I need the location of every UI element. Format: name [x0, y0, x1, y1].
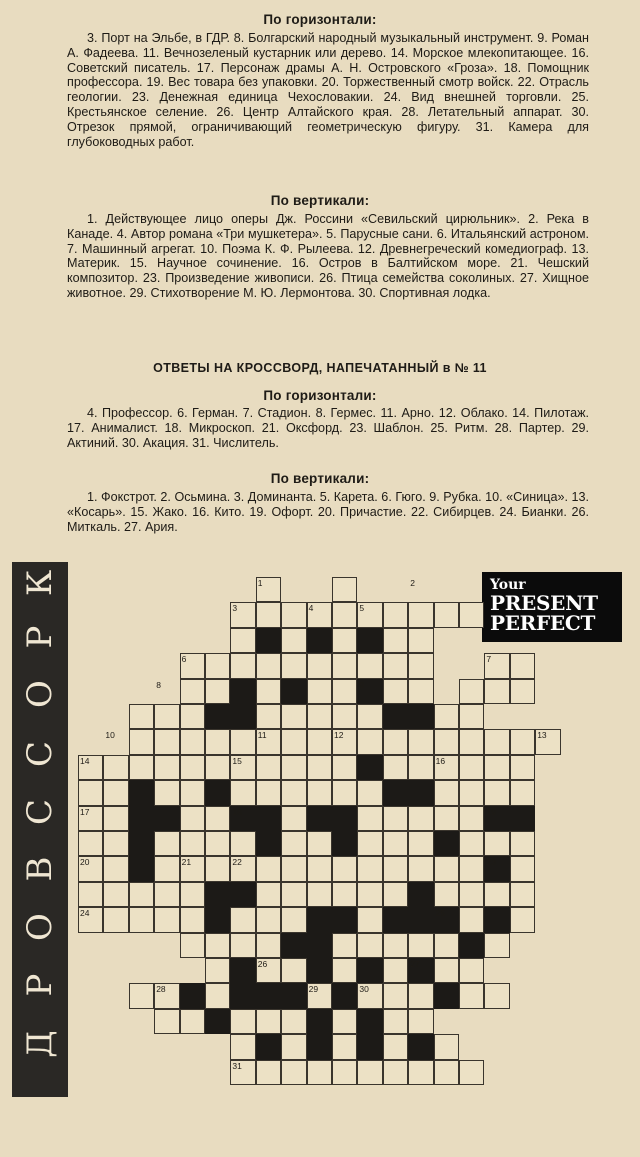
grid-cell[interactable] [256, 1009, 281, 1034]
grid-cell[interactable] [357, 704, 382, 729]
grid-cell[interactable] [484, 983, 509, 1008]
grid-cell[interactable] [459, 679, 484, 704]
grid-cell[interactable] [154, 1009, 179, 1034]
grid-cell[interactable] [357, 907, 382, 932]
grid-cell[interactable] [256, 602, 281, 627]
grid-cell[interactable] [154, 704, 179, 729]
black-cell [256, 1034, 281, 1059]
clue-number: 22 [232, 857, 242, 868]
grid-cell[interactable] [205, 831, 230, 856]
grid-cell[interactable] [281, 907, 306, 932]
clue-number: 24 [80, 908, 90, 919]
black-cell [281, 679, 306, 704]
clue-number: 17 [80, 806, 90, 817]
grid-cell[interactable] [434, 882, 459, 907]
grid-cell[interactable] [256, 907, 281, 932]
grid-cell[interactable] [281, 628, 306, 653]
grid-cell[interactable] [484, 679, 509, 704]
grid-cell[interactable] [281, 958, 306, 983]
logo-line: PERFECT [490, 611, 596, 635]
grid-cell[interactable] [434, 729, 459, 754]
grid-cell[interactable] [256, 856, 281, 881]
clue-number: 28 [156, 984, 166, 995]
grid-cell[interactable] [78, 831, 103, 856]
grid-cell[interactable] [281, 653, 306, 678]
grid-cell[interactable] [434, 806, 459, 831]
black-cell [205, 704, 230, 729]
grid-cell[interactable] [332, 780, 357, 805]
grid-cell[interactable] [408, 856, 433, 881]
grid-cell[interactable] [256, 755, 281, 780]
logo-line: Your [490, 577, 526, 593]
grid-cell[interactable] [154, 780, 179, 805]
grid-cell[interactable] [307, 704, 332, 729]
grid-cell[interactable] [332, 755, 357, 780]
black-cell [408, 780, 433, 805]
grid-cell[interactable] [408, 1060, 433, 1085]
grid-cell[interactable] [408, 628, 433, 653]
black-cell [256, 806, 281, 831]
grid-cell[interactable] [383, 958, 408, 983]
black-cell [510, 806, 535, 831]
grid-cell[interactable] [434, 856, 459, 881]
grid-cell[interactable] [103, 882, 128, 907]
grid-cell[interactable] [154, 755, 179, 780]
clue-number: 19 [486, 806, 496, 817]
black-cell [129, 856, 154, 881]
black-cell [408, 882, 433, 907]
grid-cell[interactable] [434, 780, 459, 805]
black-cell [357, 1009, 382, 1034]
clue-number: 31 [232, 1060, 242, 1071]
horizontal-heading: По горизонтали: [263, 12, 377, 27]
grid-cell[interactable] [510, 907, 535, 932]
grid-cell[interactable] [357, 806, 382, 831]
grid-cell[interactable] [434, 933, 459, 958]
grid-cell[interactable] [383, 1034, 408, 1059]
clue-number: 18 [232, 806, 242, 817]
grid-cell[interactable] [459, 704, 484, 729]
grid-cell[interactable] [383, 856, 408, 881]
answers-horizontal-heading: По горизонтали: [263, 388, 377, 403]
grid-cell[interactable] [129, 755, 154, 780]
clue-number: 2 [410, 578, 415, 588]
grid-cell[interactable] [307, 653, 332, 678]
answers-title: ОТВЕТЫ НА КРОССВОРД, НАПЕЧАТАННЫЙ в № 11 [153, 361, 487, 375]
clue-number: 12 [334, 730, 344, 741]
grid-cell[interactable] [383, 653, 408, 678]
grid-cell[interactable] [256, 653, 281, 678]
clue-number: 26 [257, 959, 268, 969]
grid-cell[interactable] [434, 602, 459, 627]
vertical-heading: По вертикали: [270, 193, 370, 208]
grid-cell[interactable] [154, 729, 179, 754]
grid-cell[interactable] [459, 831, 484, 856]
grid-cell[interactable] [357, 729, 382, 754]
black-cell [357, 755, 382, 780]
black-cell [408, 1034, 433, 1059]
grid-cell[interactable] [383, 933, 408, 958]
black-cell [383, 907, 408, 932]
grid-cell[interactable] [129, 704, 154, 729]
clue-number: 23 [486, 857, 496, 868]
clue-number: 3 [232, 603, 238, 614]
black-cell [205, 780, 230, 805]
grid-cell[interactable] [510, 755, 535, 780]
black-cell [332, 983, 357, 1008]
black-cell [383, 780, 408, 805]
black-cell [307, 958, 332, 983]
grid-cell[interactable] [459, 983, 484, 1008]
black-cell [307, 907, 332, 932]
grid-cell[interactable] [408, 1009, 433, 1034]
black-cell [256, 628, 281, 653]
grid-cell[interactable] [307, 882, 332, 907]
grid-cell[interactable] [484, 780, 509, 805]
grid-cell[interactable] [180, 729, 205, 754]
grid-cell[interactable] [154, 882, 179, 907]
grid-cell[interactable] [383, 679, 408, 704]
grid-cell[interactable] [180, 806, 205, 831]
grid-cell[interactable] [205, 933, 230, 958]
grid-cell[interactable] [307, 831, 332, 856]
grid-cell[interactable] [332, 704, 357, 729]
grid-cell[interactable] [307, 755, 332, 780]
black-cell [357, 958, 382, 983]
grid-cell[interactable] [78, 780, 103, 805]
grid-cell[interactable] [484, 755, 509, 780]
side-letter: Р [20, 625, 60, 649]
grid-cell[interactable] [205, 653, 230, 678]
grid-cell[interactable] [383, 729, 408, 754]
black-cell [205, 907, 230, 932]
grid-cell[interactable] [180, 933, 205, 958]
grid-cell[interactable] [434, 958, 459, 983]
grid-cell[interactable] [357, 831, 382, 856]
grid-cell[interactable] [129, 907, 154, 932]
grid-cell[interactable] [459, 755, 484, 780]
side-letter: К [20, 569, 60, 597]
grid-cell[interactable] [408, 602, 433, 627]
grid-cell[interactable] [281, 856, 306, 881]
grid-cell[interactable] [459, 602, 484, 627]
black-cell [434, 983, 459, 1008]
grid-cell[interactable] [357, 653, 382, 678]
grid-cell[interactable] [383, 1009, 408, 1034]
grid-cell[interactable] [383, 1060, 408, 1085]
grid-cell[interactable] [103, 856, 128, 881]
black-cell [307, 628, 332, 653]
grid-cell[interactable] [78, 882, 103, 907]
grid-cell[interactable] [484, 933, 509, 958]
grid-cell[interactable] [230, 653, 255, 678]
grid-cell[interactable] [281, 831, 306, 856]
black-cell [357, 1034, 382, 1059]
grid-cell[interactable] [510, 882, 535, 907]
grid-cell[interactable] [332, 628, 357, 653]
grid-cell[interactable] [180, 1009, 205, 1034]
grid-cell[interactable] [281, 704, 306, 729]
grid-cell[interactable] [434, 1060, 459, 1085]
grid-cell[interactable] [307, 729, 332, 754]
grid-cell[interactable] [332, 882, 357, 907]
black-cell [129, 780, 154, 805]
grid-cell[interactable] [230, 1009, 255, 1034]
black-cell [408, 704, 433, 729]
grid-cell[interactable] [281, 1060, 306, 1085]
clue-number: 25 [435, 908, 446, 919]
grid-cell[interactable] [103, 780, 128, 805]
grid-cell[interactable] [383, 882, 408, 907]
clue-number: 27 [410, 959, 420, 969]
grid-cell[interactable] [459, 729, 484, 754]
answers-vertical-heading: По вертикали: [270, 471, 370, 486]
clue-number: 29 [308, 984, 319, 995]
grid-cell[interactable] [230, 831, 255, 856]
answers-horizontal: 4. Профессор. 6. Герман. 7. Стадион. 8. Гермес. 11. Арно. 12. Облако. 14. Пилотаж. 17. Анималист. 18. Микроскоп. 21. Оксфорд. 23. Шаблон. 25. Ритм. 28. Партер. 29. Актиний. 30. Акация. 31. Числитель. [67, 406, 589, 450]
black-cell [230, 983, 255, 1008]
clue-number: 10 [105, 730, 115, 741]
black-cell [332, 831, 357, 856]
grid-cell[interactable] [103, 831, 128, 856]
grid-cell[interactable] [332, 1034, 357, 1059]
black-cell [230, 704, 255, 729]
black-cell [230, 882, 255, 907]
grid-cell[interactable] [154, 856, 179, 881]
black-cell [256, 831, 281, 856]
grid-cell[interactable] [408, 806, 433, 831]
grid-cell[interactable] [484, 729, 509, 754]
black-cell [129, 806, 154, 831]
clue-number: 6 [181, 654, 187, 665]
grid-cell[interactable] [281, 780, 306, 805]
grid-cell[interactable] [103, 806, 128, 831]
grid-cell[interactable] [332, 1060, 357, 1085]
grid-cell[interactable] [383, 983, 408, 1008]
grid-cell[interactable] [256, 933, 281, 958]
clue-number: 30 [359, 984, 369, 995]
vertical-clues: 1. Действующее лицо оперы Дж. Россини «Севильский цирюльник». 2. Река в Канаде. 4. Автор романа «Три мушкетера». 5. Парусные сани. 6. Итальянский астроном. 7. Машинный агрегат. 10. Поэма К. Ф. Рылеева. 12. Древнегреческий комедиограф. 13. Материк. 15. Научное сочинение. 16. Остров в Балтийском море. 21. Чешский композитор. 23. Произведение живописи. 26. Птица семейства соколиных. 27. Хищное животное. 29. Стихотворение М. Ю. Лермонтова. 30. Спортивная лодка. [67, 212, 589, 300]
grid-cell[interactable] [256, 679, 281, 704]
grid-cell[interactable] [281, 882, 306, 907]
grid-cell[interactable] [383, 628, 408, 653]
grid-cell[interactable] [408, 831, 433, 856]
clue-number: 11 [257, 730, 267, 741]
grid-cell[interactable] [205, 806, 230, 831]
grid-cell[interactable] [357, 882, 382, 907]
grid-cell[interactable] [459, 907, 484, 932]
crossword-grid [78, 577, 569, 1089]
grid-cell[interactable] [307, 1060, 332, 1085]
grid-cell[interactable] [510, 856, 535, 881]
grid-cell[interactable] [230, 1034, 255, 1059]
grid-cell[interactable] [129, 882, 154, 907]
black-cell [408, 907, 433, 932]
grid-cell[interactable] [205, 958, 230, 983]
grid-cell[interactable] [408, 653, 433, 678]
grid-cell[interactable] [281, 1009, 306, 1034]
grid-cell[interactable] [180, 780, 205, 805]
black-cell [332, 907, 357, 932]
grid-cell[interactable] [205, 679, 230, 704]
grid-cell[interactable] [307, 856, 332, 881]
grid-cell[interactable] [307, 679, 332, 704]
answers-vertical: 1. Фокстрот. 2. Осьмина. 3. Доминанта. 5. Карета. 6. Гюго. 9. Рубка. 10. «Синица». 13. «Косарь». 15. Жако. 16. Кито. 19. Офорт. 20. Причастие. 22. Сибирцев. 24. Бианки. 26. Миткаль. 27. Ария. [67, 490, 589, 534]
grid-cell[interactable] [510, 780, 535, 805]
grid-cell[interactable] [459, 780, 484, 805]
grid-cell[interactable] [408, 933, 433, 958]
grid-cell[interactable] [180, 907, 205, 932]
side-letter: В [20, 856, 60, 882]
black-cell [230, 679, 255, 704]
grid-cell[interactable] [205, 729, 230, 754]
black-cell [307, 1034, 332, 1059]
crossword-side-title [12, 562, 68, 1097]
grid-cell[interactable] [281, 755, 306, 780]
grid-cell[interactable] [459, 806, 484, 831]
black-cell [205, 1009, 230, 1034]
black-cell [281, 983, 306, 1008]
black-cell [205, 882, 230, 907]
black-cell [230, 958, 255, 983]
grid-cell[interactable] [408, 729, 433, 754]
black-cell [434, 831, 459, 856]
clue-number: 21 [181, 857, 192, 868]
clue-number: 5 [359, 603, 365, 614]
grid-cell[interactable] [459, 856, 484, 881]
clue-number: 1 [257, 578, 263, 588]
grid-cell[interactable] [230, 729, 255, 754]
grid-cell[interactable] [230, 780, 255, 805]
black-cell [129, 831, 154, 856]
grid-cell[interactable] [383, 831, 408, 856]
grid-cell[interactable] [332, 653, 357, 678]
black-cell [256, 983, 281, 1008]
grid-cell[interactable] [510, 729, 535, 754]
clue-number: 9 [359, 679, 365, 690]
clue-number: 4 [308, 603, 314, 614]
grid-cell[interactable] [180, 882, 205, 907]
grid-cell[interactable] [256, 704, 281, 729]
grid-cell[interactable] [484, 882, 509, 907]
logo-line: PRESENT [490, 591, 598, 615]
grid-cell[interactable] [256, 1060, 281, 1085]
grid-cell[interactable] [180, 704, 205, 729]
horizontal-clues: 3. Порт на Эльбе, в ГДР. 8. Болгарский народный музыкальный инструмент. 9. Роман А. Фадеева. 11. Вечнозеленый кустарник или дерево. 14. Морское млекопитающее. 16. Советский писатель. 17. Персонаж драмы А. Н. Островского «Гроза». 18. Помощник профессора. 19. Вес товара без упаковки. 20. Торжественный смотр войск. 22. Отрасль геологии. 23. Денежная единица Чехословакии. 24. Вид внешней торговли. 25. Крестьянское селение. 26. Центр Алтайского края. 28. Летательный аппарат. 30. Отрезок прямой, ограничивающий геометрическую фигуру. 31. Камера для глубоководных работ. [67, 31, 589, 149]
clue-number: 16 [435, 755, 446, 766]
grid-cell[interactable] [332, 1009, 357, 1034]
black-cell [307, 1009, 332, 1034]
grid-cell[interactable] [281, 1034, 306, 1059]
grid-cell[interactable] [434, 704, 459, 729]
grid-cell[interactable] [281, 602, 306, 627]
grid-cell[interactable] [205, 983, 230, 1008]
grid-cell[interactable] [154, 831, 179, 856]
clue-number: 20 [80, 857, 90, 868]
side-letter: О [20, 913, 60, 941]
black-cell [307, 806, 332, 831]
grid-cell[interactable] [408, 679, 433, 704]
grid-cell[interactable] [357, 933, 382, 958]
grid-cell[interactable] [307, 780, 332, 805]
grid-cell[interactable] [103, 907, 128, 932]
grid-cell[interactable] [205, 856, 230, 881]
grid-cell[interactable] [408, 983, 433, 1008]
grid-cell[interactable] [332, 679, 357, 704]
side-letter: О [20, 680, 60, 708]
grid-cell[interactable] [332, 602, 357, 627]
black-cell [281, 933, 306, 958]
clue-number: 13 [537, 730, 547, 741]
side-letter: С [20, 741, 60, 768]
grid-cell[interactable] [129, 729, 154, 754]
grid-cell[interactable] [459, 958, 484, 983]
grid-cell[interactable] [180, 679, 205, 704]
clue-number: 14 [80, 755, 90, 766]
grid-cell[interactable] [484, 831, 509, 856]
grid-cell[interactable] [230, 933, 255, 958]
black-cell [332, 806, 357, 831]
grid-cell[interactable] [230, 907, 255, 932]
grid-cell[interactable] [510, 653, 535, 678]
clue-number: 7 [486, 654, 492, 665]
grid-cell[interactable] [180, 755, 205, 780]
grid-cell[interactable] [357, 856, 382, 881]
grid-cell[interactable] [332, 933, 357, 958]
black-cell [307, 933, 332, 958]
clue-number: 15 [232, 755, 242, 766]
grid-cell[interactable] [180, 831, 205, 856]
black-cell [154, 806, 179, 831]
clue-number: 8 [156, 679, 161, 690]
side-letter: Д [20, 1030, 60, 1058]
grid-cell[interactable] [256, 780, 281, 805]
grid-cell[interactable] [256, 882, 281, 907]
black-cell [180, 983, 205, 1008]
grid-cell[interactable] [281, 806, 306, 831]
black-cell [383, 704, 408, 729]
grid-cell[interactable] [383, 755, 408, 780]
grid-cell[interactable] [459, 882, 484, 907]
grid-cell[interactable] [281, 729, 306, 754]
grid-cell[interactable] [357, 1060, 382, 1085]
grid-cell[interactable] [154, 907, 179, 932]
grid-cell[interactable] [408, 755, 433, 780]
black-cell [484, 907, 509, 932]
grid-cell[interactable] [129, 983, 154, 1008]
grid-cell[interactable] [230, 628, 255, 653]
grid-cell[interactable] [357, 780, 382, 805]
grid-cell[interactable] [459, 1060, 484, 1085]
black-cell [357, 628, 382, 653]
grid-cell[interactable] [205, 755, 230, 780]
grid-cell[interactable] [103, 755, 128, 780]
grid-cell[interactable] [383, 806, 408, 831]
grid-cell[interactable] [332, 577, 357, 602]
grid-cell[interactable] [332, 856, 357, 881]
grid-cell[interactable] [510, 831, 535, 856]
grid-cell[interactable] [510, 679, 535, 704]
black-cell [459, 933, 484, 958]
side-letter: С [20, 799, 60, 826]
grid-cell[interactable] [332, 958, 357, 983]
grid-cell[interactable] [383, 602, 408, 627]
grid-cell[interactable] [434, 1034, 459, 1059]
side-letter: Р [20, 973, 60, 997]
